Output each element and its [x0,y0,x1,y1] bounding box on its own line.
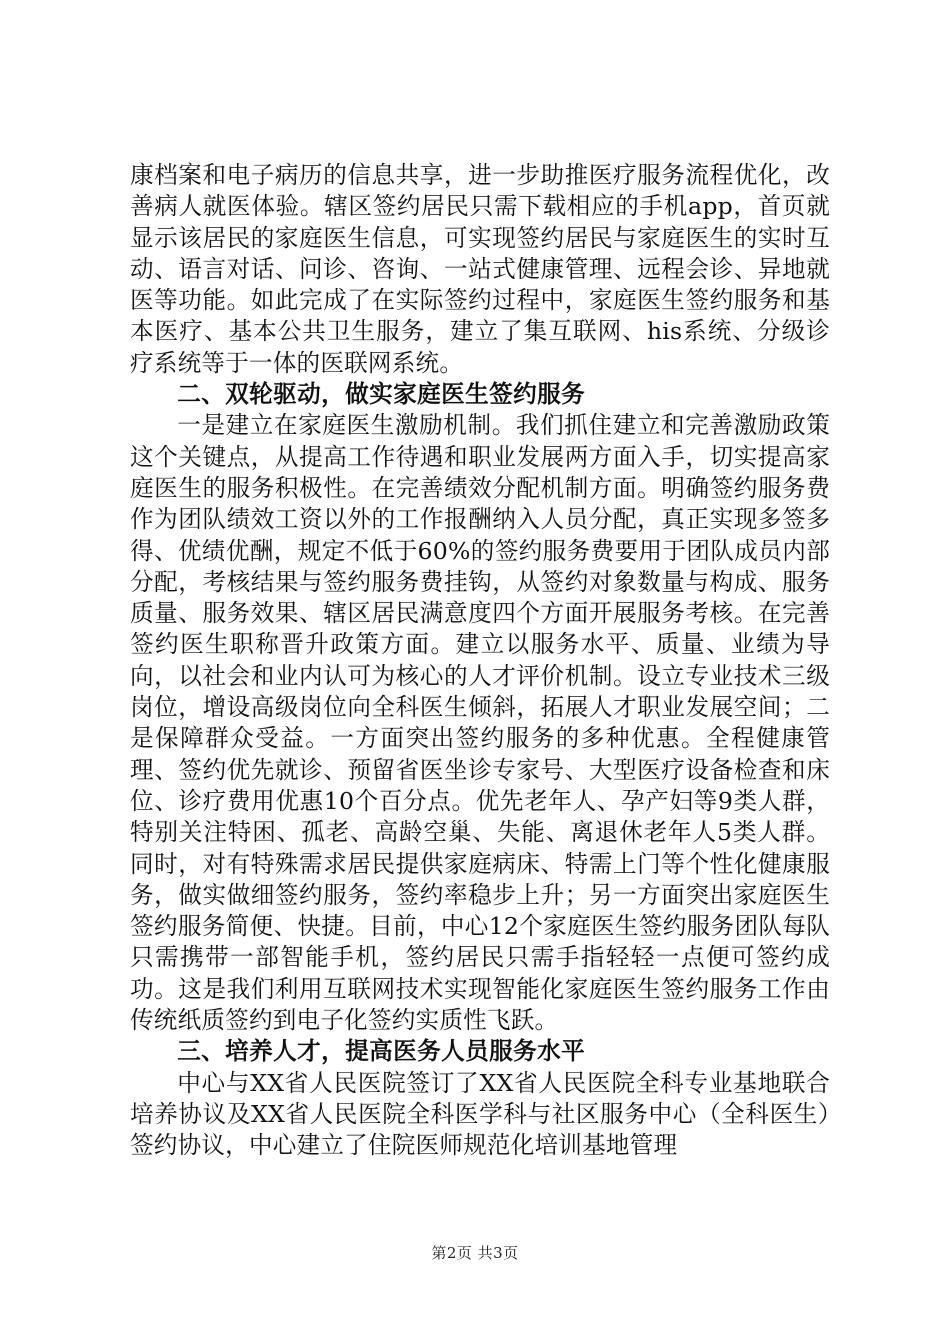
document-body [130,160,830,1162]
page-number-footer: 第2页 共3页 [431,1244,519,1262]
section-3-paragraph: 中心与XX省人民医院签订了XX省人民医院全科专业基地联合培养协议及XX省人民医院全科医学科与社区服务中心（全科医生）签约协议，中心建立了住院医师规范化培训基地管理 [130,1068,830,1160]
paragraph-continued: 康档案和电子病历的信息共享，进一步助推医疗服务流程优化，改善病人就医体验。辖区签约居民只需下载相应的手机app，首页就显示该居民的家庭医生信息，可实现签约居民与家庭医生的实时互动、语言对话、问诊、咨询、一站式健康管理、远程会诊、异地就医等功能。如此完成了在实际签约过程中，家庭医生签约服务和基本医疗、基本公共卫生服务，建立了集互联网、his系统、分级诊疗系统等于一体的医联网系统。 [130,161,830,377]
section-2-paragraph: 一是建立在家庭医生激励机制。我们抓住建立和完善激励政策这个关键点，从提高工作待遇和职业发展两方面入手，切实提高家庭医生的服务积极性。在完善绩效分配机制方面。明确签约服务费作为团队绩效工资以外的工作报酬纳入人员分配，真正实现多签多得、优绩优酬，规定不低于60%的签约服务费要用于团队成员内部分配，考核结果与签约服务费挂钩，从签约对象数量与构成、服务质量、服务效果、辖区居民满意度四个方面开展服务考核。在完善签约医生职称晋升政策方面。建立以服务水平、质量、业绩为导向，以社会和业内认可为核心的人才评价机制。设立专业技术三级岗位，增设高级岗位向全科医生倾斜，拓展人才职业发展空间；二是保障群众受益。一方面突出签约服务的多种优惠。全程健康管理、签约优先就诊、预留省医坐诊专家号、大型医疗设备检查和床位、诊疗费用优惠10个百分点。优先老年人、孕产妇等9类人群，特别关注特困、孤老、高龄空巢、失能、离退休老年人5类人群。同时，对有特殊需求居民提供家庭病床、特需上门等个性化健康服务，做实做细签约服务，签约率稳步上升；另一方面突出家庭医生签约服务简便、快捷。目前，中心12个家庭医生签约服务团队每队只需携带一部智能手机，签约居民只需手指轻轻一点便可签约成功。这是我们利用互联网技术实现智能化家庭医生签约服务工作由传统纸质签约到电子化签约实质性飞跃。 [130,411,830,1035]
section-heading-3: 三、培养人才，提高医务人员服务水平 [177,1037,586,1066]
section-heading-2: 二、双轮驱动，做实家庭医生签约服务 [177,380,586,409]
